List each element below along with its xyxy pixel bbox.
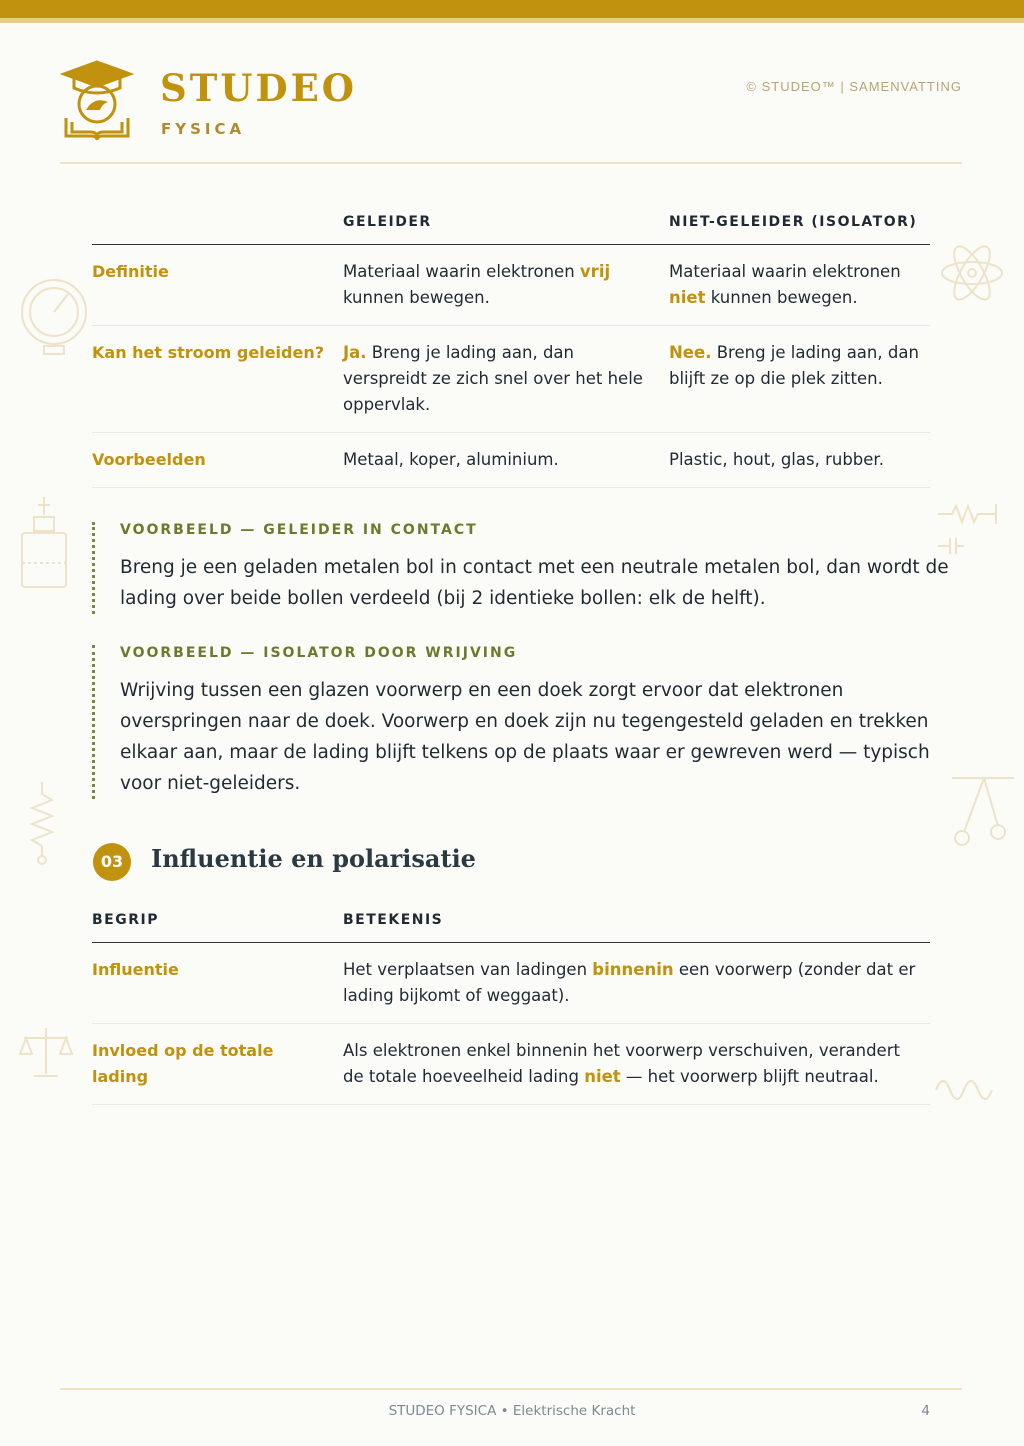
cell-text: Plastic, hout, glas, rubber. [669,450,884,469]
pendulum-icon [950,774,1016,850]
section-title: Influentie en polarisatie [151,844,476,873]
cell-text: Materiaal waarin elektronen [669,262,901,281]
influence-table [92,912,930,1105]
cell-highlight: Ja. [343,343,367,362]
cell-text: Materiaal waarin elektronen [343,262,580,281]
section-number-badge: 03 [93,843,131,881]
table-cell [669,433,930,488]
table-cell [343,433,669,488]
balance-scale-icon [18,1024,74,1080]
battery-icon [18,495,70,591]
cell-text: Breng je lading aan, dan verspreidt ze zich snel over het hele oppervlak. [343,343,643,414]
graduation-book-logo-icon [60,60,134,142]
example-box-insulator [92,645,958,799]
cell-text: Breng je lading aan, dan blijft ze op die plek zitten. [669,343,919,388]
header-right-text: © STUDEO™ | SAMENVATTING [746,79,962,94]
cell-text: Als elektronen enkel binnenin het voorwerp verschuiven, verandert de totale hoeveelheid lading [343,1041,900,1086]
table-cell [669,326,930,433]
atom-icon [938,240,1006,306]
top-accent-bar-light [0,18,1024,23]
table-cell [343,245,669,326]
cell-text: kunnen bewegen. [705,288,858,307]
cell-text: — het voorwerp blijft neutraal. [620,1067,879,1086]
table-row [92,1024,930,1105]
table-row [92,245,930,326]
brand-subject: FYSICA [161,120,246,138]
example-body: Breng je een geladen metalen bol in contact met een neutrale metalen bol, dan wordt de lading over beide bollen verdeeld (bij 2 identieke bollen: elk de helft). [120,557,949,609]
row-label: Kan het stroom geleiden? [92,326,343,433]
row-label: Voorbeelden [92,433,343,488]
column-header [92,214,343,245]
cell-text: een voorwerp (zonder dat er lading bijkomt of weggaat). [343,960,916,1005]
page-number: 4 [921,1403,930,1419]
cell-highlight: niet [669,288,706,307]
example-body: Wrijving tussen een glazen voorwerp en een doek zorgt ervoor dat elektronen overspringen naar de doek. Voorwerp en doek zijn nu tegengesteld geladen en trekken elkaar aan, maar de lading blijft telkens op de plaats waar er gewreven werd — typisch voor niet-geleiders. [120,680,930,794]
spring-icon [28,780,56,866]
row-label: Influentie [92,943,343,1024]
table-row [92,326,930,433]
wave-icon [934,1070,996,1110]
brand-name: STUDEO [160,66,358,110]
table-cell [343,326,669,433]
cell-text: Metaal, koper, aluminium. [343,450,559,469]
row-label: Invloed op de totale lading [92,1024,343,1105]
footer-text: STUDEO FYSICA • Elektrische Kracht [388,1403,636,1419]
table-row [92,433,930,488]
example-box-conductor [92,522,958,614]
example-title: VOORBEELD — GELEIDER IN CONTACT [120,522,478,538]
column-header-term: BEGRIP [92,912,343,943]
gauge-icon [20,276,90,356]
cell-text: Het verplaatsen van ladingen [343,960,593,979]
table-header-row [92,214,930,245]
column-header-conductor: GELEIDER [343,214,669,245]
table-row [92,943,930,1024]
cell-highlight: vrij [579,262,611,281]
table-cell [343,943,930,1024]
table-cell [669,245,930,326]
example-title: VOORBEELD — ISOLATOR DOOR WRIJVING [120,645,518,661]
cell-highlight: Nee. [669,343,712,362]
row-label: Definitie [92,245,343,326]
table-cell [343,1024,930,1105]
footer-divider [60,1388,962,1390]
conductor-comparison-table [92,214,930,488]
table-header-row [92,912,930,943]
column-header-insulator: NIET-GELEIDER (ISOLATOR) [669,214,930,245]
header-divider [60,162,962,164]
cell-text: kunnen bewegen. [343,288,490,307]
cell-highlight: niet [584,1067,621,1086]
cell-highlight: binnenin [592,960,674,979]
column-header-meaning: BETEKENIS [343,912,930,943]
top-accent-bar [0,0,1024,18]
